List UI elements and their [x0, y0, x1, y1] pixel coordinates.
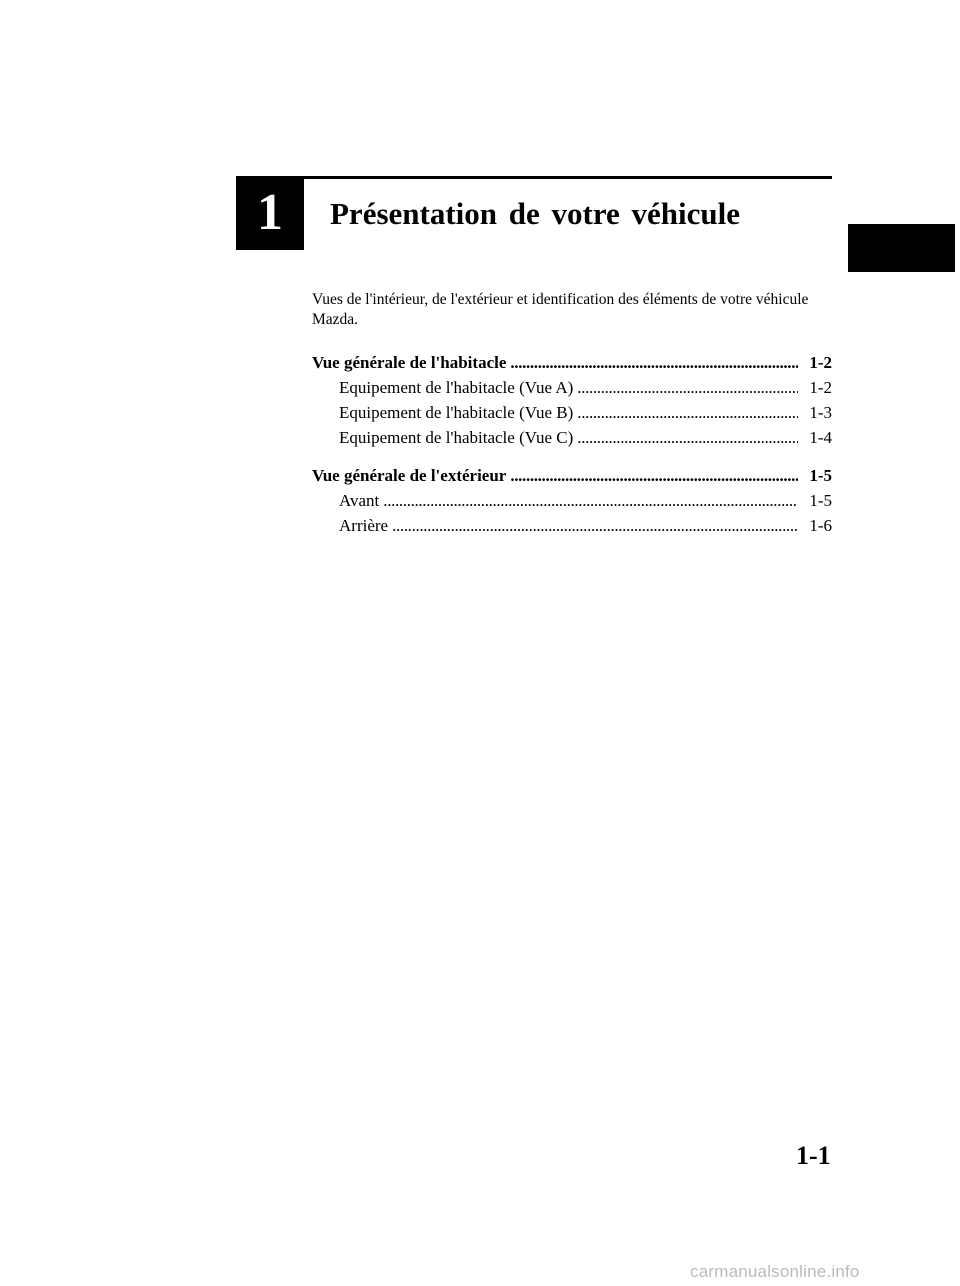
toc-entry-page: 1-5 — [809, 491, 832, 510]
watermark: carmanualsonline.info — [690, 1262, 860, 1281]
toc-entry-sub[interactable] — [312, 513, 832, 538]
toc-entry-sub[interactable] — [312, 425, 832, 450]
toc-entry-label: Vue générale de l'extérieur — [312, 466, 507, 485]
toc-entry-sub[interactable] — [312, 400, 832, 425]
toc-entry-label: Equipement de l'habitacle (Vue C) — [339, 428, 574, 447]
toc-section-exterieur — [312, 463, 832, 538]
toc-entry-sub[interactable] — [312, 375, 832, 400]
toc-entry-label: Arrière — [339, 516, 389, 535]
title-rule — [304, 176, 832, 179]
chapter-number-box — [236, 176, 304, 250]
toc-leader-dots — [392, 513, 798, 538]
toc-entry-main[interactable] — [312, 463, 832, 488]
toc-entry-label: Equipement de l'habitacle (Vue B) — [339, 403, 574, 422]
toc-entry-page: 1-2 — [809, 378, 832, 397]
toc-entry-page: 1-4 — [809, 428, 832, 447]
table-of-contents-exterieur — [312, 463, 832, 538]
toc-entry-label: Equipement de l'habitacle (Vue A) — [339, 378, 574, 397]
toc-section-habitacle — [312, 350, 832, 450]
chapter-title: Présentation de votre véhicule — [330, 196, 741, 231]
toc-leader-dots — [577, 425, 798, 450]
table-of-contents — [312, 350, 832, 450]
toc-entry-label: Vue générale de l'habitacle — [312, 353, 507, 372]
chapter-intro: Vues de l'intérieur, de l'extérieur et identification des éléments de votre véhicule Mazda. — [312, 291, 809, 328]
toc-entry-page: 1-6 — [809, 516, 832, 535]
toc-leader-dots — [577, 400, 798, 425]
toc-entry-page: 1-2 — [809, 353, 832, 372]
chapter-number: 1 — [257, 184, 283, 241]
chapter-side-tab — [848, 224, 955, 272]
page-number: 1-1 — [796, 1141, 831, 1170]
toc-entry-sub[interactable] — [312, 488, 832, 513]
toc-leader-dots — [577, 375, 798, 400]
toc-leader-dots — [510, 350, 798, 375]
toc-entry-page: 1-5 — [809, 466, 832, 485]
toc-leader-dots — [383, 488, 798, 513]
toc-entry-label: Avant — [339, 491, 380, 510]
toc-entry-main[interactable] — [312, 350, 832, 375]
toc-leader-dots — [510, 463, 798, 488]
toc-entry-page: 1-3 — [809, 403, 832, 422]
